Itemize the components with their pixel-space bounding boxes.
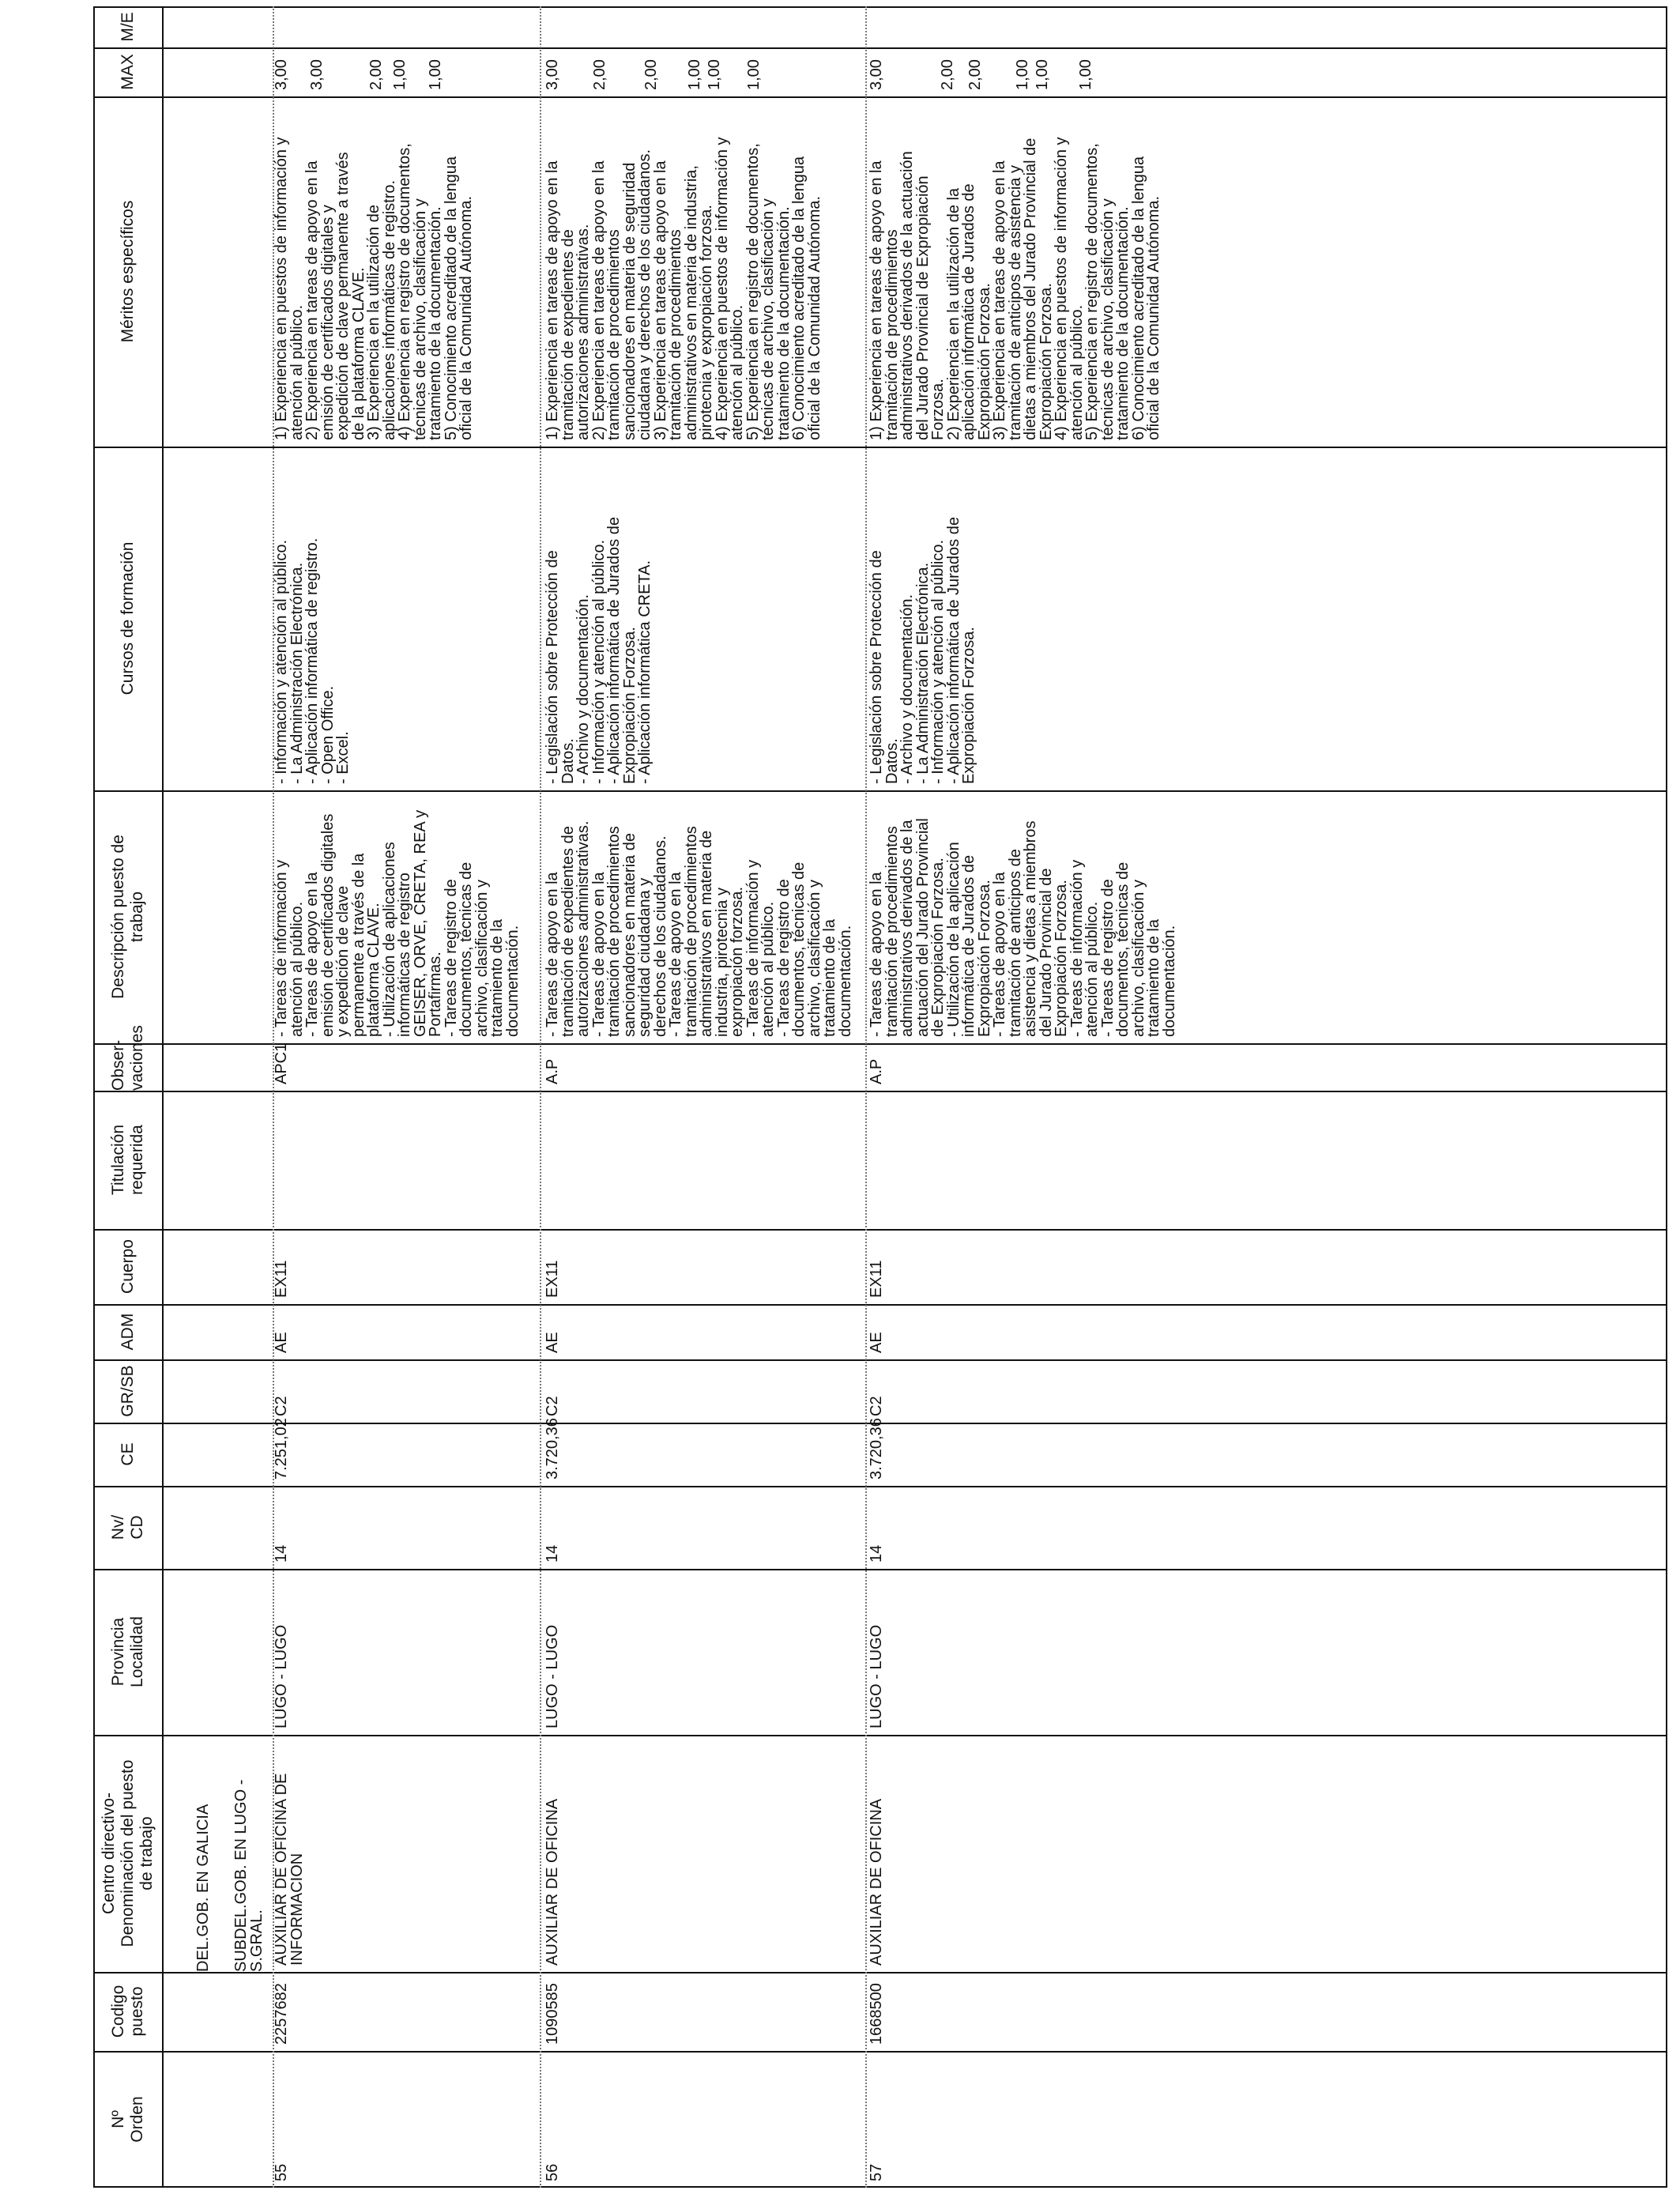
header-adm: ADM <box>118 1313 137 1351</box>
header-descripcion: Descripción puesto de trabajo <box>108 835 146 999</box>
row-55-max-value: 3,00 <box>308 59 326 90</box>
row-57-max-value: 1,00 <box>1034 59 1051 90</box>
row-56-observaciones: A.P <box>544 1058 561 1084</box>
row-57-descripcion: - Tareas de apoyo en la tramitación de procedimientos administrativos derivados de la actuación del Jurado Provincial de Expropiación Forzosa. - Utilización de la aplicación informática de Jurados de Expropiación Forzosa. - Tareas de apoyo en la tramitación de anticipos de asistencia y dietas a miembros del Jurado Provincial de Expropiación Forzosa. - Tareas de información y atención al público. - Tareas de registro de documentos, técnicas de archivo, clasificación y tratamiento de la documentación. <box>868 818 1178 1037</box>
row-57-cuerpo: EX11 <box>868 1260 885 1298</box>
header-ce: CE <box>118 1442 137 1466</box>
header-cuerpo: Cuerpo <box>118 1239 137 1294</box>
row-56-max-value: 1,00 <box>706 59 723 90</box>
row-divider <box>865 6 867 2188</box>
column-divider <box>93 96 1667 98</box>
row-56-grupo: C2 <box>544 1396 561 1416</box>
row-55-provincia: LUGO - LUGO <box>273 1624 290 1728</box>
row-57-cursos: - Legislación sobre Protección de Datos. - Archivo y documentación. - La Administración Electrónica. - Información y atención al público. - Aplicación informática de Jurados de Expropiación Forzosa. <box>868 517 977 784</box>
row-57-max-value: 1,00 <box>1014 59 1031 90</box>
row-55-descripcion: - Tareas de información y atención al público. - Tareas de apoyo en la emisión de certificados digitales y expedición de clave permanente a través de la plataforma CLAVE. - Utilización de aplicaciones informáticas de registro GEISER, ORVE, CRETA, REA y Portafirmas. - Tareas de registro de documentos, técnicas de archivo, clasificación y tratamiento de la documentación. <box>273 809 522 1037</box>
column-divider <box>93 47 1667 49</box>
row-55-cursos: - Información y atención al público. - La Administración Electrónica. - Aplicación informática de registro. - Open Office. - Excel. <box>273 537 352 784</box>
column-divider <box>93 1043 1667 1045</box>
row-56-max-value: 1,00 <box>745 59 763 90</box>
row-57-adm: AE <box>868 1332 885 1353</box>
header-orden: Nº Orden <box>108 2096 146 2143</box>
row-57-observaciones: A.P <box>868 1058 885 1084</box>
column-divider <box>93 1229 1667 1231</box>
row-56-max-value: 1,00 <box>686 59 703 90</box>
column-divider <box>93 1091 1667 1092</box>
row-57-codigo: 1668500 <box>868 1983 885 2045</box>
header-max: MAX <box>118 54 137 90</box>
column-divider <box>93 1735 1667 1736</box>
row-57-nivel: 14 <box>868 1544 885 1563</box>
column-divider <box>93 1486 1667 1487</box>
header-titulacion: Titulación requerida <box>108 1124 146 1196</box>
row-56-max-value: 3,00 <box>544 59 561 90</box>
header-divider <box>162 6 164 2188</box>
header-codigo: Codigo puesto <box>108 1985 146 2038</box>
row-56-max-value: 2,00 <box>591 59 608 90</box>
row-55-cuerpo: EX11 <box>273 1260 290 1298</box>
column-divider <box>93 2051 1667 2053</box>
row-56-cursos: - Legislación sobre Protección de Datos. - Archivo y documentación. - Información y atención al público. - Aplicación informática de Jurados de Expropiación Forzosa. - Aplicación informática CRETA. <box>544 517 654 784</box>
column-divider <box>93 447 1667 448</box>
row-55-max-value: 2,00 <box>367 59 385 90</box>
header-me: M/E <box>118 12 137 42</box>
column-divider <box>93 1359 1667 1361</box>
row-57-centro: AUXILIAR DE OFICINA <box>868 1798 885 1966</box>
column-divider <box>93 1304 1667 1306</box>
row-55-orden: 55 <box>273 2163 290 2181</box>
row-56-max-value: 2,00 <box>642 59 660 90</box>
row-55-codigo: 2257682 <box>273 1983 290 2045</box>
header-grupo: GR/SB <box>118 1365 137 1417</box>
row-56-cuerpo: EX11 <box>544 1260 561 1298</box>
row-56-orden: 56 <box>544 2163 561 2181</box>
row-55-centro: AUXILIAR DE OFICINA DE INFORMACION <box>273 1773 306 1966</box>
column-divider <box>93 1972 1667 1973</box>
row-55-nivel: 14 <box>273 1544 290 1563</box>
row-57-meritos: 1) Experiencia en tareas de apoyo en la tramitación de procedimientos administrativos derivados de la actuación del Jurado Provincial de Expropiación Forzosa. 2) Experiencia en la utilización de la aplicación informática de Jurados de Expropiación Forzosa. 3) Experiencia en tareas de apoyo en la tramitación de anticipos de asistencia y dietas a miembros del Jurado Provincial de Expropiación Forzosa. 4) Experiencia en puestos de información y atención al público. 5) Experiencia en registro de documentos, técnicas de archivo, clasificación y tratamiento de la documentación. 6) Conocimiento acreditado de la lengua oficial de la Comunidad Autónoma. <box>868 137 1162 440</box>
row-55-max-value: 1,00 <box>391 59 409 90</box>
unit-subdelegacion: SUBDEL.GOB. EN LUGO - S.GRAL. <box>232 1779 266 1972</box>
row-55-meritos: 1) Experiencia en puestos de información y atención al público. 2) Experiencia en tareas de apoyo en la emisión de certificados digitales y expedición de clave permanente a través de la plataforma CLAVE. 3) Experiencia en la utilización de aplicaciones informáticas de registro. 4) Experiencia en registro de documentos, técnicas de archivo, clasificación y tratamiento de la documentación. 5) Conocimiento acreditado de la lengua oficial de la Comunidad Autónoma. <box>273 137 475 440</box>
row-56-adm: AE <box>544 1332 561 1353</box>
row-55-max-value: 1,00 <box>427 59 444 90</box>
row-56-provincia: LUGO - LUGO <box>544 1624 561 1728</box>
row-56-centro: AUXILIAR DE OFICINA <box>544 1798 561 1966</box>
row-57-max-value: 2,00 <box>966 59 984 90</box>
header-meritos: Méritos específicos <box>118 200 137 343</box>
row-57-provincia: LUGO - LUGO <box>868 1624 885 1728</box>
row-56-nivel: 14 <box>544 1544 561 1563</box>
row-55-adm: AE <box>273 1332 290 1353</box>
row-57-ce: 3.720,36 <box>868 1418 885 1480</box>
column-divider <box>93 790 1667 792</box>
header-nivel: Nv/ CD <box>108 1514 146 1540</box>
row-57-orden: 57 <box>868 2163 885 2181</box>
row-57-max-value: 3,00 <box>868 59 885 90</box>
row-56-meritos: 1) Experiencia en tareas de apoyo en la tramitación de expedientes de autorizaciones administrativas. 2) Experiencia en tareas de apoyo en la tramitación de procedimientos sancionadores en materia de seguridad ciudadana y derechos de los ciudadanos. 3) Experiencia en tareas de apoyo en la tramitación de procedimientos administrativos en materia de industria, pirotecnia y expropiación forzosa. 4) Experiencia en puestos de información y atención al público. 5) Experiencia en registro de documentos, técnicas de archivo, clasificación y tratamiento de la documentación. 6) Conocimiento acreditado de la lengua oficial de la Comunidad Autónoma. <box>544 137 823 440</box>
row-56-codigo: 1090585 <box>544 1983 561 2045</box>
row-divider <box>540 6 541 2188</box>
row-56-descripcion: - Tareas de apoyo en la tramitación de expedientes de autorizaciones administrativas. - Tareas de apoyo en la tramitación de procedimientos sancionadores en materia de seguridad ciudadana y derechos de los ciudadanos. - Tareas de apoyo en la tramitación de procedimientos administrativos en materia de industria, pirotecnia y expropiación forzosa. - Tareas de información y atención al público. - Tareas de registro de documentos, técnicas de archivo, clasificación y tratamiento de la documentación. <box>544 820 854 1037</box>
header-centro: Centro directivo- Denominación del puesto de trabajo <box>99 1759 156 1947</box>
row-56-ce: 3.720,36 <box>544 1418 561 1480</box>
row-55-ce: 7.251,02 <box>273 1418 290 1480</box>
header-cursos: Cursos de formación <box>118 541 137 696</box>
column-divider <box>93 1569 1667 1570</box>
row-55-observaciones: APC1 <box>273 1042 290 1084</box>
header-provincia: Provincia Localidad <box>108 1616 146 1687</box>
header-observaciones: Obser- vaciones <box>108 1025 146 1091</box>
row-57-max-value: 2,00 <box>939 59 956 90</box>
row-55-grupo: C2 <box>273 1396 290 1416</box>
unit-delegacion: DEL.GOB. EN GALICIA <box>194 1804 212 1972</box>
row-57-max-value: 1,00 <box>1077 59 1094 90</box>
row-57-grupo: C2 <box>868 1396 885 1416</box>
row-55-max-value: 3,00 <box>273 59 290 90</box>
